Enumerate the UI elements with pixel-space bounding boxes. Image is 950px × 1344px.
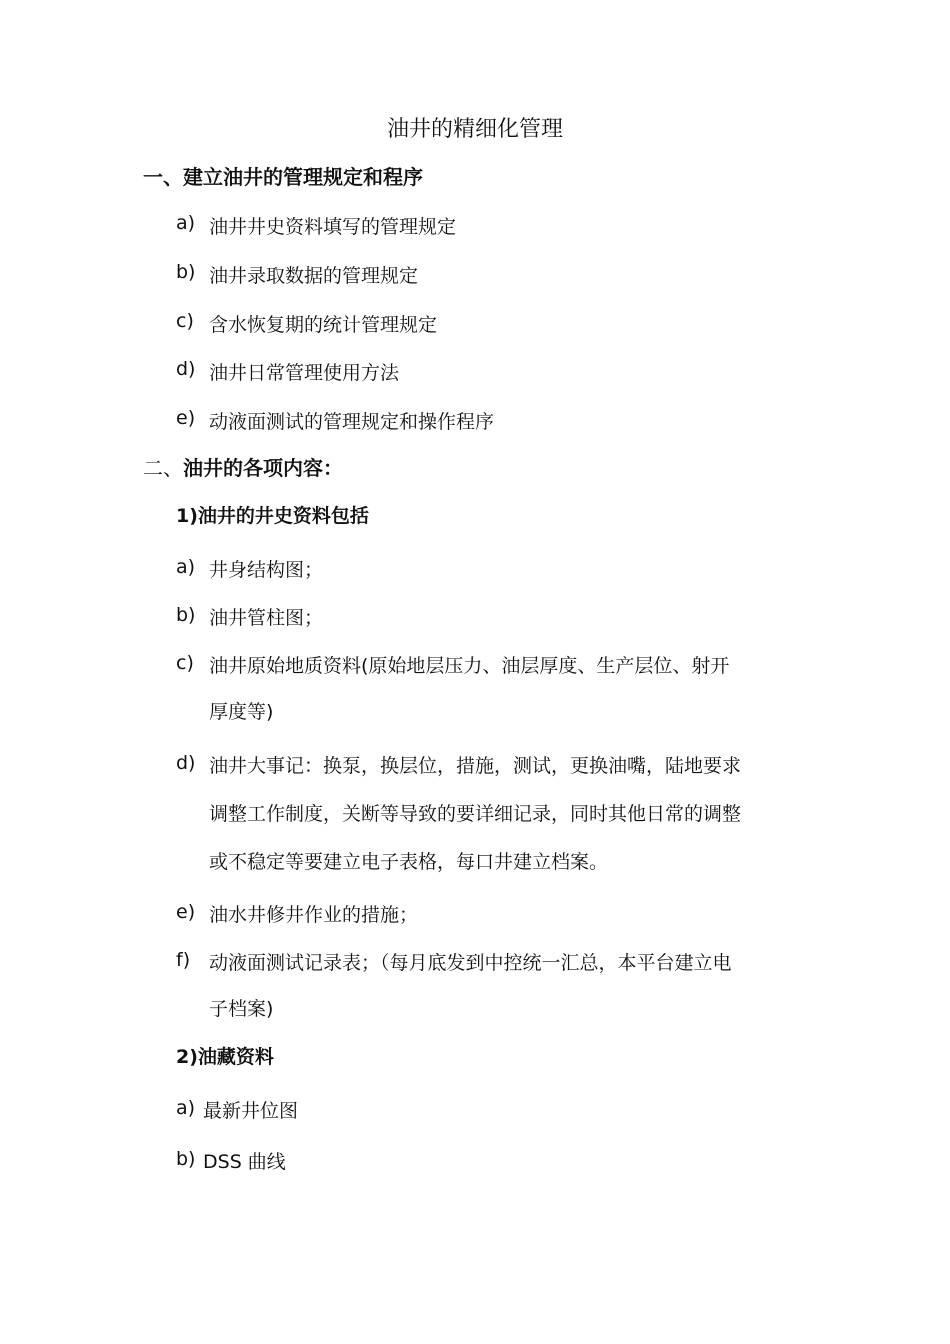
list-item-text xyxy=(209,310,809,337)
section-2-heading xyxy=(143,454,343,482)
section-2-heading-prefix: 二、 xyxy=(143,456,183,480)
list-item-label: a) xyxy=(176,556,196,578)
subsection-1-heading: 1)油井的井史资料包括 xyxy=(176,505,369,527)
list-item-line: 调整工作制度，关断等导致的要详细记录，同时其他日常的调整 xyxy=(209,803,742,825)
list-item-line: 油井井史资料填写的管理规定 xyxy=(209,216,457,238)
list-item-text xyxy=(209,556,809,584)
list-item-line: 油井录取数据的管理规定 xyxy=(209,265,419,287)
list-item-label: e) xyxy=(176,901,196,923)
list-item-label: d) xyxy=(176,358,196,380)
list-item-label: d) xyxy=(176,752,196,774)
list-item-line: 油井大事记：换泵，换层位，措施，测试，更换油嘴，陆地要求 xyxy=(209,755,742,777)
document-title: 油井的精细化管理 xyxy=(386,117,563,142)
list-item-text xyxy=(209,261,809,288)
list-item-text xyxy=(209,604,809,632)
list-item-line: DSS 曲线 xyxy=(203,1151,286,1173)
list-item-label: c) xyxy=(176,310,194,332)
list-item-label: c) xyxy=(176,652,194,674)
list-item-line: 厚度等) xyxy=(209,701,274,723)
list-item-label: b) xyxy=(176,604,196,626)
list-item-text xyxy=(209,949,809,1023)
subsection-2-heading: 2)油藏资料 xyxy=(176,1046,274,1068)
list-item-line: 井身结构图； xyxy=(209,559,324,581)
list-item-line: 油井管柱图； xyxy=(209,607,324,629)
list-item-label: f) xyxy=(176,949,191,971)
list-item-line: 含水恢复期的统计管理规定 xyxy=(209,314,438,336)
list-item-label: b) xyxy=(176,1148,196,1170)
section-1-heading: 一、建立油井的管理规定和程序 xyxy=(143,165,423,189)
list-item-text xyxy=(203,1148,803,1176)
list-item-line: 动液面测试的管理规定和操作程序 xyxy=(209,411,495,433)
list-item-line: 最新井位图 xyxy=(203,1100,299,1122)
list-item-label: e) xyxy=(176,407,196,429)
list-item-label: b) xyxy=(176,261,196,283)
list-item-text xyxy=(209,358,809,385)
list-item-text xyxy=(209,652,809,726)
section-2-heading-main: 油井的各项内容： xyxy=(183,456,343,480)
list-item-text xyxy=(209,901,809,929)
list-item-line: 油井原始地质资料(原始地层压力、油层厚度、生产层位、射开 xyxy=(209,655,730,677)
list-item-text xyxy=(203,1097,803,1125)
list-item-line: 子档案) xyxy=(209,998,274,1020)
list-item-label: a) xyxy=(176,1097,196,1119)
list-item-line: 油井日常管理使用方法 xyxy=(209,362,400,384)
list-item-line: 油水井修井作业的措施； xyxy=(209,904,419,926)
list-item-text xyxy=(209,212,809,239)
list-item-line: 或不稳定等要建立电子表格，每口井建立档案。 xyxy=(209,851,609,873)
list-item-text xyxy=(209,407,809,434)
list-item-label: a) xyxy=(176,212,196,234)
list-item-text xyxy=(209,752,809,876)
list-item-line: 动液面测试记录表；（每月底发到中控统一汇总，本平台建立电 xyxy=(209,952,732,974)
